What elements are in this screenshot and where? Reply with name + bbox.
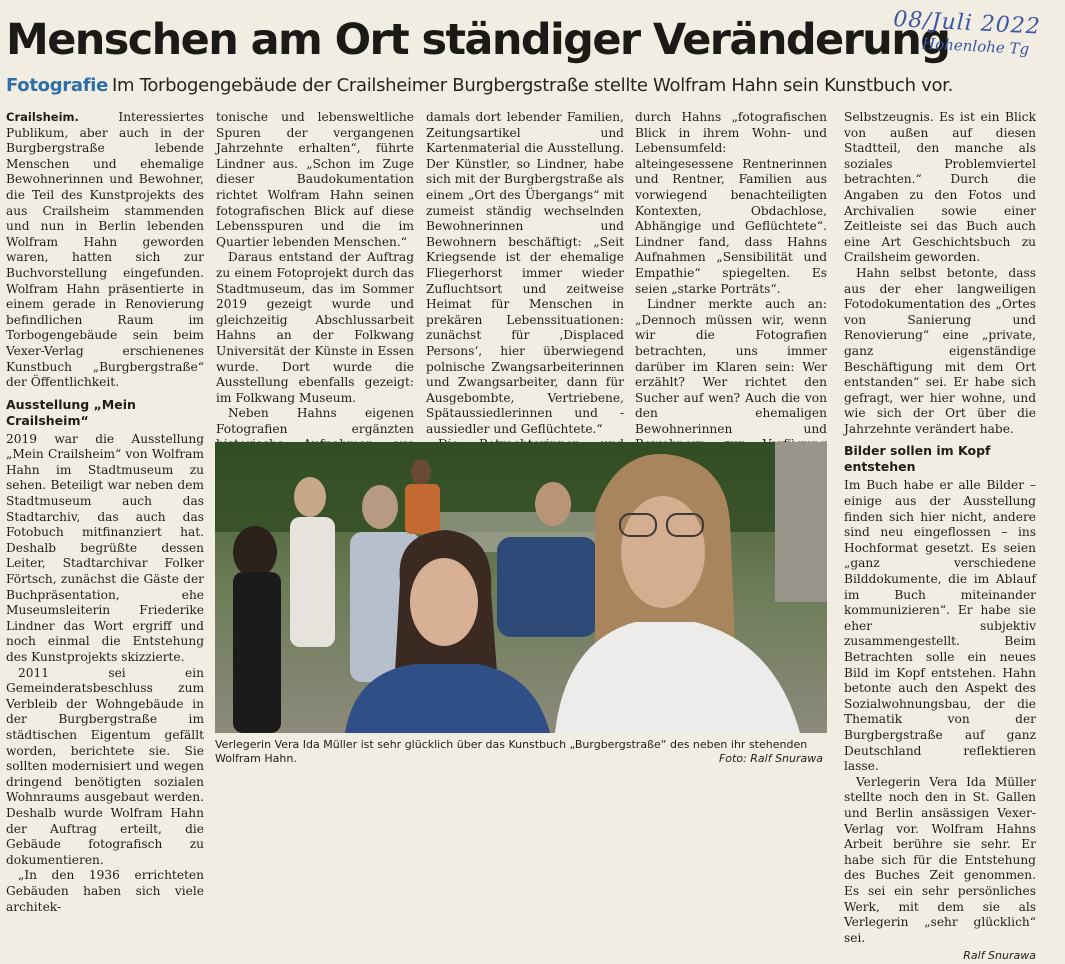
paragraph <box>6 110 204 391</box>
headline: Menschen am Ort ständiger Veränderung <box>6 15 950 65</box>
paragraph: „In den 1936 errichteten Gebäuden haben sich viele architek- <box>6 868 204 914</box>
handnote-date: 08/Juli 2022 <box>892 7 1042 40</box>
article-column-2 <box>216 110 414 436</box>
article-column-5 <box>844 110 1036 963</box>
paragraph: Im Buch habe er alle Bilder – einige aus der Ausstellung finden sich hier nicht, andere sind neu eingeflossen – ins Hochformat gesetzt. Es seien „ganz verschiedene Bilddokumente, die im Ablauf im Buch miteinander kommunizieren“. Er habe sie eher subjektiv zusammengestellt. Beim Betrachten solle ein neues Bild im Kopf entstehen. Hahn betonte auch den Aspekt des Sozialwohnungsbau, der die Thematik von der Burgbergstraße auf ganz Deutschland reflektieren lasse. <box>844 478 1036 774</box>
article-column-4 <box>635 110 827 436</box>
photo-illustration <box>215 442 827 733</box>
paragraph: damals dort lebender Familien, Zeitungsartikel und Kartenmaterial die Ausstellung. Der Künstler, so Lindner, habe sich mit der Burgbergstraße als einem „Ort des Übergangs“ mit zumeist ständig wechselnden Bewohnerinnen und Bewohnern beschäftigt: „Seit Kriegsende ist der ehemalige Fliegerhorst immer wieder Zufluchtsort und zeitweise Heimat für Menschen in prekären Lebenssituationen: zunächst für ‚Displaced Persons‘, hier überwiegend polnische Zwangsarbeiterinnen und Zwangsarbeiter, dann für Ausgebombte, Vertriebene, Spätaussiedlerinnen und -aussiedler und Geflüchtete.“ <box>426 110 624 436</box>
paragraph: 2019 war die Ausstellung „Mein Crailsheim“ von Wolfram Hahn im Stadtmuseum zu sehen. Beteiligt war neben dem Stadtmuseum auch das Stadtarchiv, das auch das Fotobuch mitfinanziert hat. Deshalb begrüßte dessen Leiter, Stadtarchivar Folker Förtsch, zunächst die Gäste der Buchpräsentation, ehe Museumsleiterin Friederike Lindner das Wort ergriff und noch einmal die Entstehung des Kunstprojekts skizzierte. <box>6 431 204 664</box>
paragraph: durch Hahns „fotografischen Blick in ihrem Wohn- und Lebensumfeld: alteingesessene Rentnerinnen und Rentner, Familien aus vorwiegend benachteiligten Kontexten, Obdachlose, Abhängige und Geflüchtete“. Lindner fand, dass Hahns Aufnahmen „Sensibilität und Empathie“ spiegelten. Es seien „starke Porträts“. <box>635 110 827 296</box>
article-column-1 <box>6 110 204 914</box>
dateline: Crailsheim. <box>6 110 79 124</box>
subhead-text: Im Torbogengebäude der Crailsheimer Burgbergstraße stellte Wolfram Hahn sein Kunstbuch vor. <box>112 75 954 96</box>
paragraph: Verlegerin Vera Ida Müller stellte noch den in St. Gallen und Berlin ansässigen Vexer-Verlag vor. Wolfram Hahns Arbeit berühre sie sehr. Er habe sich für die Entstehung des Buches Zeit genommen. Es sei ein sehr persönliches Werk, mit dem sie als Verlegerin „sehr glücklich“ sei. <box>844 774 1036 945</box>
paragraph: 2011 sei ein Gemeinderatsbeschluss zum Verbleib der Wohngebäude in der Burgbergstraße im städtischen Eigentum gefällt worden, berichtete sie. Sie sollten modernisiert und wegen dringend benötigten sozialen Wohnraums ausgebaut werden. Deshalb wurde Wolfram Hahn der Auftrag erteilt, die Gebäude fotografisch zu dokumentieren. <box>6 665 204 867</box>
paragraph: Hahn selbst betonte, dass aus der eher langweiligen Fotodokumentation des „Ortes von Sanierung und Renovierung“ eine „private, ganz eigenständige Beschäftigung mit dem Ort entstanden“ sei. Er habe sich gefragt, wer hier wohne, und wie sich der Ort über die Jahrzehnte verändert habe. <box>844 265 1036 436</box>
paragraph: Selbstzeugnis. Es ist ein Blick von außen auf diesen Stadtteil, den manche als soziales Problemviertel betrachten.“ Durch die Angaben zu den Fotos und Archivalien sowie einer Zeitleiste sei das Buch auch eine Art Geschichtsbuch zu Crailsheim geworden. <box>844 110 1036 265</box>
handnote-source: Hohenlohe Tg <box>921 34 1030 59</box>
author-byline: Ralf Snurawa <box>963 949 1036 963</box>
paragraph: tonische und lebensweltliche Spuren der vergangenen Jahrzehnte erhalten“, führte Lindner aus. „Schon im Zuge dieser Baudokumentation richtet Wolfram Hahn seinen fotografischen Blick auf diese Lebensspuren und die im Quartier lebenden Menschen.“ <box>216 110 414 249</box>
subhead-kicker: Fotografie <box>6 75 109 96</box>
section-heading: Bilder sollen im Kopf entstehen <box>844 443 991 475</box>
paragraph: Lindner merkte auch an: „Dennoch müssen wir, wenn wir die Fotografien betrachten, uns immer darüber im Klaren sein: Wer erzählt? Wer richtet den Sucher auf wen? Auch die von den ehemaligen Bewohnerinnen und <box>635 297 827 436</box>
subheadline <box>6 72 1006 100</box>
article-photo <box>215 442 827 733</box>
caption-text: Verlegerin Vera Ida Müller ist sehr glücklich über das Kunstbuch „Burgbergstraße“ des neben ihr stehenden Wolfram Hahn. <box>215 738 808 765</box>
paragraph: Daraus entstand der Auftrag zu einem Fotoprojekt durch das Stadtmuseum, das im Sommer 2019 gezeigt wurde und gleichzeitig Abschlussarbeit Hahns an der Folkwang Universität der Künste in Essen wurde. Dort wurde die Ausstellung ebenfalls gezeigt: im Folkwang Museum. <box>216 250 414 405</box>
section-heading: Ausstellung „Mein Crailsheim“ <box>6 396 136 428</box>
paragraph-text: Interessiertes Publikum, aber auch in der Burgbergstraße lebende Menschen und ehemalige Bewohnerinnen und Bewohner, die Teil des Kunstprojekts des aus Crailsheim stammenden und nun in Berlin lebenden Wolfram Hahn geworden waren, hatten sich zur Buchvorstellung eingefunden. Wolfram Hahn präsentierte in einem gerade in Renovierung befindlichen Raum im Torbogengebäude sein beim Vexer-Verlag erschienenes Kunstbuch „Burgbergstraße“ der Öffentlichkeit. <box>6 110 204 390</box>
paragraph: Neben Hahns eigenen Fotografien ergänzten <box>216 406 414 436</box>
article-column-3 <box>426 110 624 436</box>
photo-caption <box>215 738 827 766</box>
photo-credit: Foto: Ralf Snurawa <box>718 752 823 765</box>
